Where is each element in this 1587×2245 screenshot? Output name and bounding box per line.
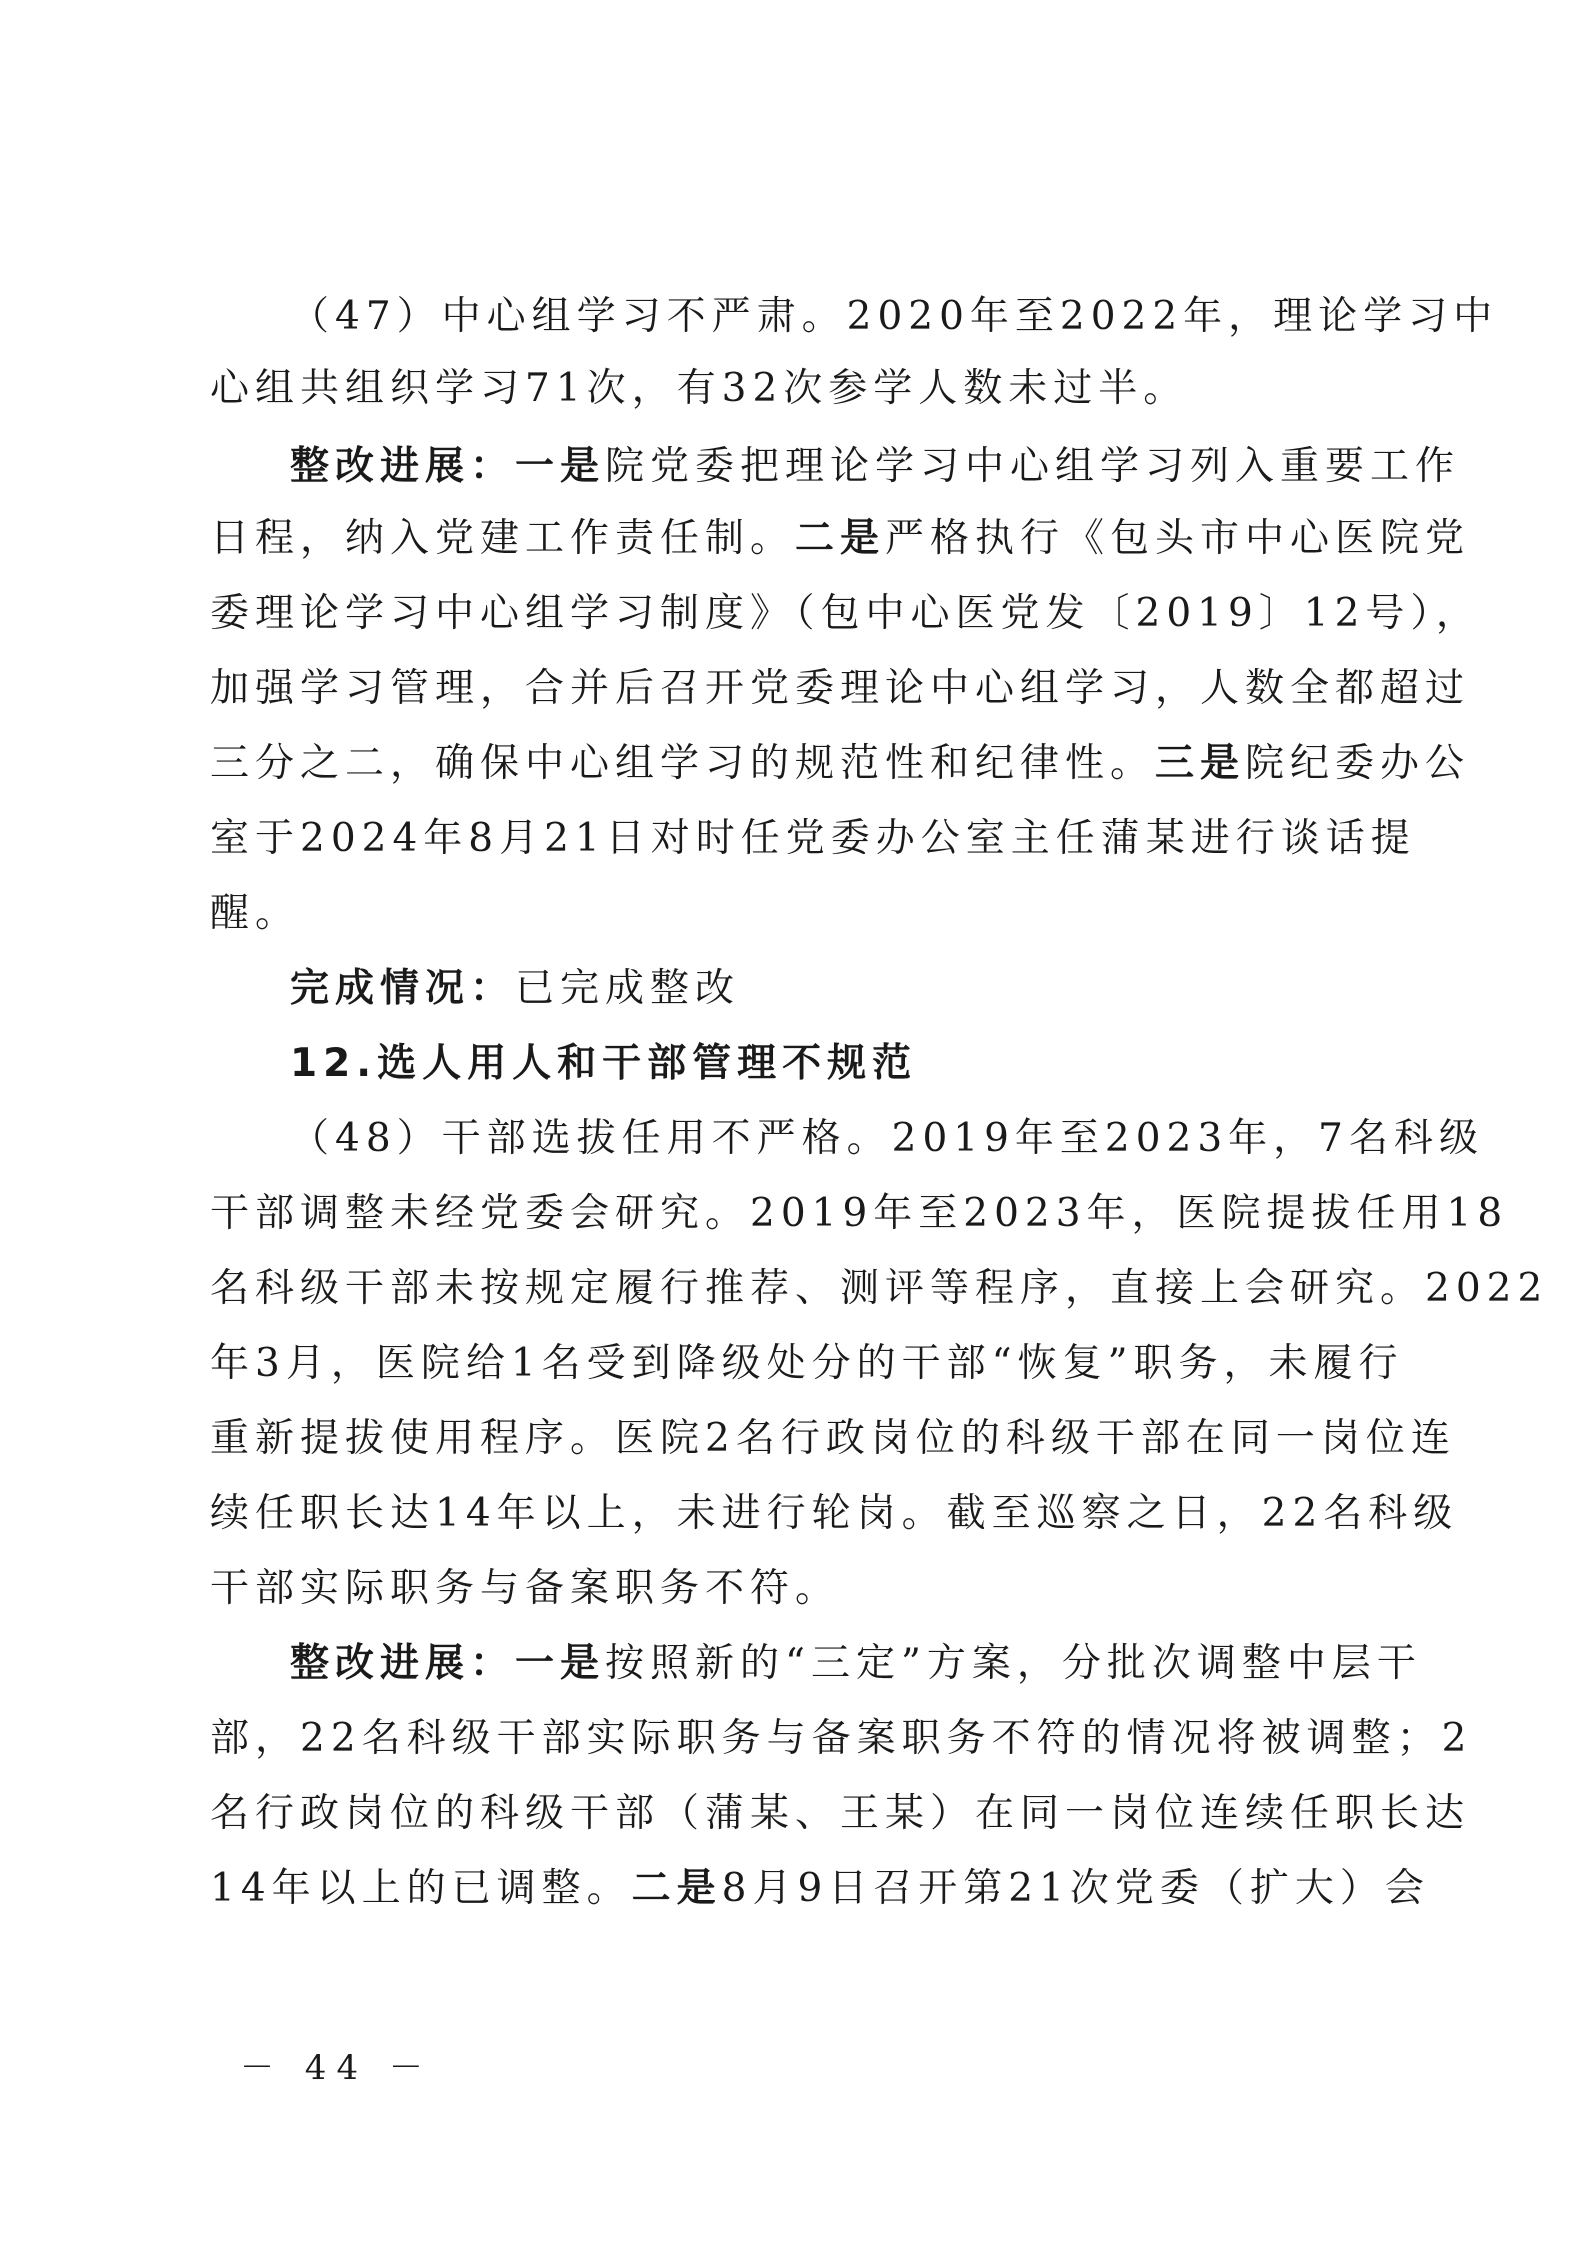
progress-label: 整改进展： <box>290 444 516 489</box>
p47-line-1: （47）中心组学习不严肃。2020年至2022年，理论学习中 <box>290 294 1499 339</box>
status-label: 完成情况： <box>290 966 516 1011</box>
p48-progress-line-1 <box>290 1640 1422 1688</box>
p48-line-5: 重新提拔使用程序。医院2名行政岗位的科级干部在同一岗位连 <box>210 1416 1456 1461</box>
marker-first: 一是 <box>515 1641 606 1686</box>
p47-line-2: 心组共组织学习71次，有32次参学人数未过半。 <box>210 366 1189 411</box>
page-number: － 44 － <box>240 2048 433 2088</box>
text: 14年以上的已调整。 <box>210 1866 632 1911</box>
p48-progress-line-4 <box>210 1865 1430 1913</box>
p48-progress-line-2: 部，22名科级干部实际职务与备案职务不符的情况将被调整；2 <box>210 1716 1473 1761</box>
text: 三分之二，确保中心组学习的规范性和纪律性。 <box>210 741 1156 786</box>
p47-progress-line-2 <box>210 515 1471 563</box>
text: 按照新的“三定”方案，分批次调整中层干 <box>605 1641 1422 1686</box>
marker-first: 一是 <box>515 444 606 489</box>
p48-line-2: 干部调整未经党委会研究。2019年至2023年，医院提拔任用18 <box>210 1191 1509 1236</box>
text: 日程，纳入党建工作责任制。 <box>210 516 796 561</box>
text: 8月9日召开第21次党委（扩大）会 <box>721 1866 1430 1911</box>
text: 院党委把理论学习中心组学习列入重要工作 <box>605 444 1461 489</box>
p48-line-6: 续任职长达14年以上，未进行轮岗。截至巡察之日，22名科级 <box>210 1491 1459 1536</box>
p47-progress-line-7: 醒。 <box>210 891 301 936</box>
text: 院纪委办公 <box>1245 741 1471 786</box>
p47-progress-line-3: 委理论学习中心组学习制度》（包中心医党发〔2019〕12号）， <box>210 591 1481 636</box>
progress-label: 整改进展： <box>290 1641 516 1686</box>
p47-progress-line-6: 室于2024年8月21日对时任党委办公室主任蒲某进行谈话提 <box>210 816 1416 861</box>
marker-second: 二是 <box>795 516 886 561</box>
status-value: 已完成整改 <box>515 966 741 1011</box>
p47-progress-line-5 <box>210 740 1471 788</box>
p47-status-line <box>290 965 1390 1013</box>
marker-second: 二是 <box>631 1866 722 1911</box>
p48-line-4: 年3月，医院给1名受到降级处分的干部“恢复”职务，未履行 <box>210 1341 1404 1386</box>
p48-line-7: 干部实际职务与备案职务不符。 <box>210 1566 841 1611</box>
p48-line-3: 名科级干部未按规定履行推荐、测评等程序，直接上会研究。2022 <box>210 1266 1549 1311</box>
p48-line-1: （48）干部选拔任用不严格。2019年至2023年，7名科级 <box>290 1116 1484 1161</box>
p47-progress-line-4: 加强学习管理，合并后召开党委理论中心组学习，人数全都超过 <box>210 666 1471 711</box>
section-12-heading: 12.选人用人和干部管理不规范 <box>290 1041 918 1086</box>
text: 严格执行《包头市中心医院党 <box>885 516 1471 561</box>
p48-progress-line-3: 名行政岗位的科级干部（蒲某、王某）在同一岗位连续任职长达 <box>210 1791 1471 1836</box>
p47-progress-line-1 <box>290 443 1461 491</box>
marker-third: 三是 <box>1155 741 1246 786</box>
